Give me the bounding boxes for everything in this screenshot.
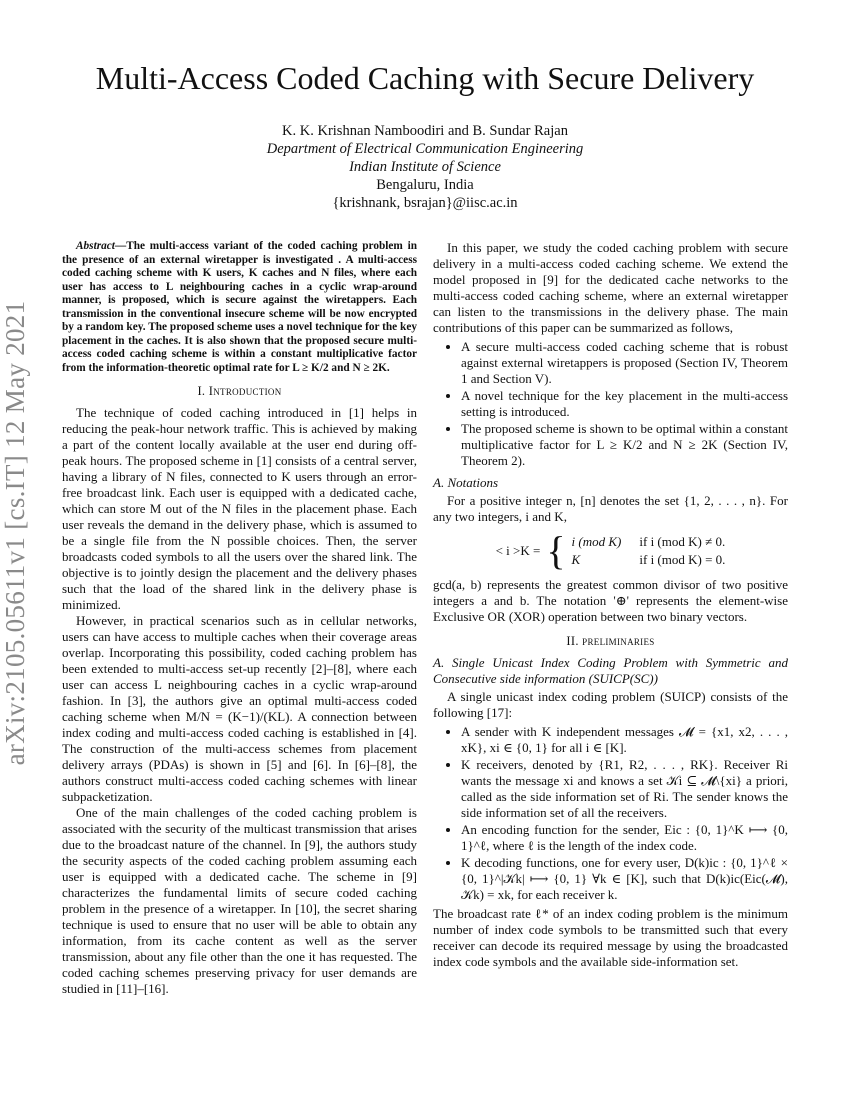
section-heading-introduction: I. Introduction (197, 384, 282, 398)
contribution-intro: In this paper, we study the coded caching problem with secure delivery in a multi-access coded caching scheme. We extend the model proposed in [9] for the dedicated cache networks to the multi-access coded caching scheme, where an external wiretapper can listen to the transmissions in the delivery phase. The main contributions of this paper can be summarized as follows, (433, 240, 788, 335)
suicp-list (433, 724, 788, 903)
brace-symbol: { (546, 528, 566, 573)
paper-title: Multi-Access Coded Caching with Secure Delivery (95, 60, 755, 96)
author-department: Department of Electrical Communication Engineering (266, 141, 584, 157)
equation-case-1: i (mod K) (571, 534, 622, 549)
notations-paragraph: For a positive integer n, [n] denotes the set {1, 2, . . . , n}. For any two integers, i and K, (433, 493, 788, 524)
intro-paragraph-1: The technique of coded caching introduced in [1] helps in reducing the peak-hour network traffic. This is achieved by making a part of the content locally available at the user end during off-peak hours. The proposed scheme in [1] consists of a central server, having a library of N files, connected to K users through an error-free broadcast link. Each user is equipped with a dedicated cache, which can store M out of the N files in the placement phase. Each user reveals the demand in the delivery phase, which is assumed to be a single file from the N possible choices. Then, the server broadcasts coded symbols to all the users over the shared link. The objective is to jointly design the placement and the delivery phases such that the load of the shared link in the delivery phase is minimized. (62, 405, 417, 612)
suicp-paragraph: A single unicast index coding problem (SUICP) consists of the following [17]: (433, 689, 788, 720)
list-item: • A sender with K independent messages 𝓜 = {x1, x2, . . . , xK}, xi ∈ {0, 1} for all i ∈ [K]. (461, 724, 788, 756)
intro-paragraph-3: One of the main challenges of the coded caching problem is associated with the security of the multicast transmission that arises due to the broadcast nature of the channel. In [9], the authors study the security aspects of the coded caching problem assuming each user is equipped with a dedicated cache. The scheme in [9] characterizes the fundamental limits of secure coded caching problem in the presence of a wiretapper. In [10], the secret sharing technique is used to ensure that no user will be able to obtain any information, from its cache content as well as the server transmission, about any file other than the one it has requested. The coded caching schemes preserving privacy for user demands are studied in [11]–[16]. (62, 805, 417, 996)
list-item: • A secure multi-access coded caching scheme that is robust against external wiretappers is proposed (Section IV, Theorem 1 and Section V). (461, 339, 788, 387)
equation-case-2: K (571, 552, 581, 567)
intro-paragraph-2: However, in practical scenarios such as in cellular networks, users can have access to multiple caches when their coverage areas overlap. Incorporating this possibility, coded caching problem has been extended to multi-access set-up recently [2]–[8], where each user can access L neighbouring caches in a cyclic wrap-around fashion. In [3], the authors give an optimal multi-access coded caching scheme when M/N = (K−1)/(KL). A connection between index coding and multi-access coded caching is established in [4]. The construction of the multi-access schemes from placement delivery arrays (PDAs) is shown in [5] and [6]. In [6]–[8], the authors construct multi-access coded caching schemes with linear subpacketization. (62, 613, 417, 804)
section-heading-preliminaries: II. preliminaries (566, 634, 655, 648)
author-names: K. K. Krishnan Namboodiri and B. Sundar Rajan (282, 123, 568, 139)
abstract-label: Abstract (76, 240, 115, 252)
right-column (433, 240, 788, 970)
equation-cases (572, 534, 726, 568)
abstract-text: —The multi-access variant of the coded caching problem in the presence of an external wiretapper is investigated . A multi-access coded caching scheme with K users, K caches and N files, where each user has access to L neighbouring caches in a cyclic wrap-around manner, is proposed, which is secure against the wiretappers. Each transmission in the conventional insecure scheme will be now encrypted by a random key. The proposed scheme uses a novel technique for the key placement in the caches. It is also shown that the proposed secure multi-access coded caching scheme is within a constant multiplicative factor from the information-theoretic optimal rate for L ≥ K/2 and N ≥ 2K. (62, 240, 417, 374)
author-block (60, 122, 790, 212)
arxiv-stamp: arXiv:2105.05611v1 [cs.IT] 12 May 2021 (0, 300, 30, 766)
equation-lhs: < i >K = (495, 543, 541, 558)
contribution-list (433, 339, 788, 469)
abstract (62, 240, 417, 375)
subsection-heading-notations: A. Notations (433, 475, 499, 490)
list-item: • An encoding function for the sender, Eic : {0, 1}^K ⟼ {0, 1}^ℓ, where ℓ is the length of the index code. (461, 822, 788, 854)
author-city: Bengaluru, India (376, 177, 474, 193)
list-item: • K receivers, denoted by {R1, R2, . . . , RK}. Receiver Ri wants the message xi and knows a set 𝒦i ⊆ 𝓜\{xi} a priori, called as the side information set of Ri. The sender knows the side information set of all the receivers. (461, 757, 788, 821)
list-item: • K decoding functions, one for every user, D(k)ic : {0, 1}^ℓ × {0, 1}^|𝒦k| ⟼ {0, 1} ∀k ∈ [K], such that D(k)ic(Eic(𝓜), 𝒦k) = xk, for each receiver k. (461, 855, 788, 903)
author-institute: Indian Institute of Science (349, 159, 501, 175)
equation-condition-2: if i (mod K) = 0. (639, 552, 726, 567)
list-item: • The proposed scheme is shown to be optimal within a constant multiplicative factor for L ≥ K/2 and N ≥ 2K (Section IV, Theorem 2). (461, 421, 788, 469)
notations-paragraph-2: gcd(a, b) represents the greatest common divisor of two positive integers a and b. The notation '⊕' represents the element-wise Exclusive OR (XOR) operation between two binary vectors. (433, 577, 788, 624)
left-column (62, 240, 417, 997)
list-item: • A novel technique for the key placement in the multi-access setting is introduced. (461, 388, 788, 420)
equation-mod (433, 528, 788, 573)
broadcast-rate-paragraph: The broadcast rate ℓ* of an index coding problem is the minimum number of index code symbols to be transmitted such that every receiver can decode its required message by using the broadcasted index code symbols and the available side-information set. (433, 906, 788, 969)
equation-condition-1: if i (mod K) ≠ 0. (639, 534, 726, 549)
subsection-heading-suicp: A. Single Unicast Index Coding Problem with Symmetric and Consecutive side information (SUICP(SC)) (433, 655, 788, 686)
author-email: {krishnank, bsrajan}@iisc.ac.in (332, 195, 518, 211)
